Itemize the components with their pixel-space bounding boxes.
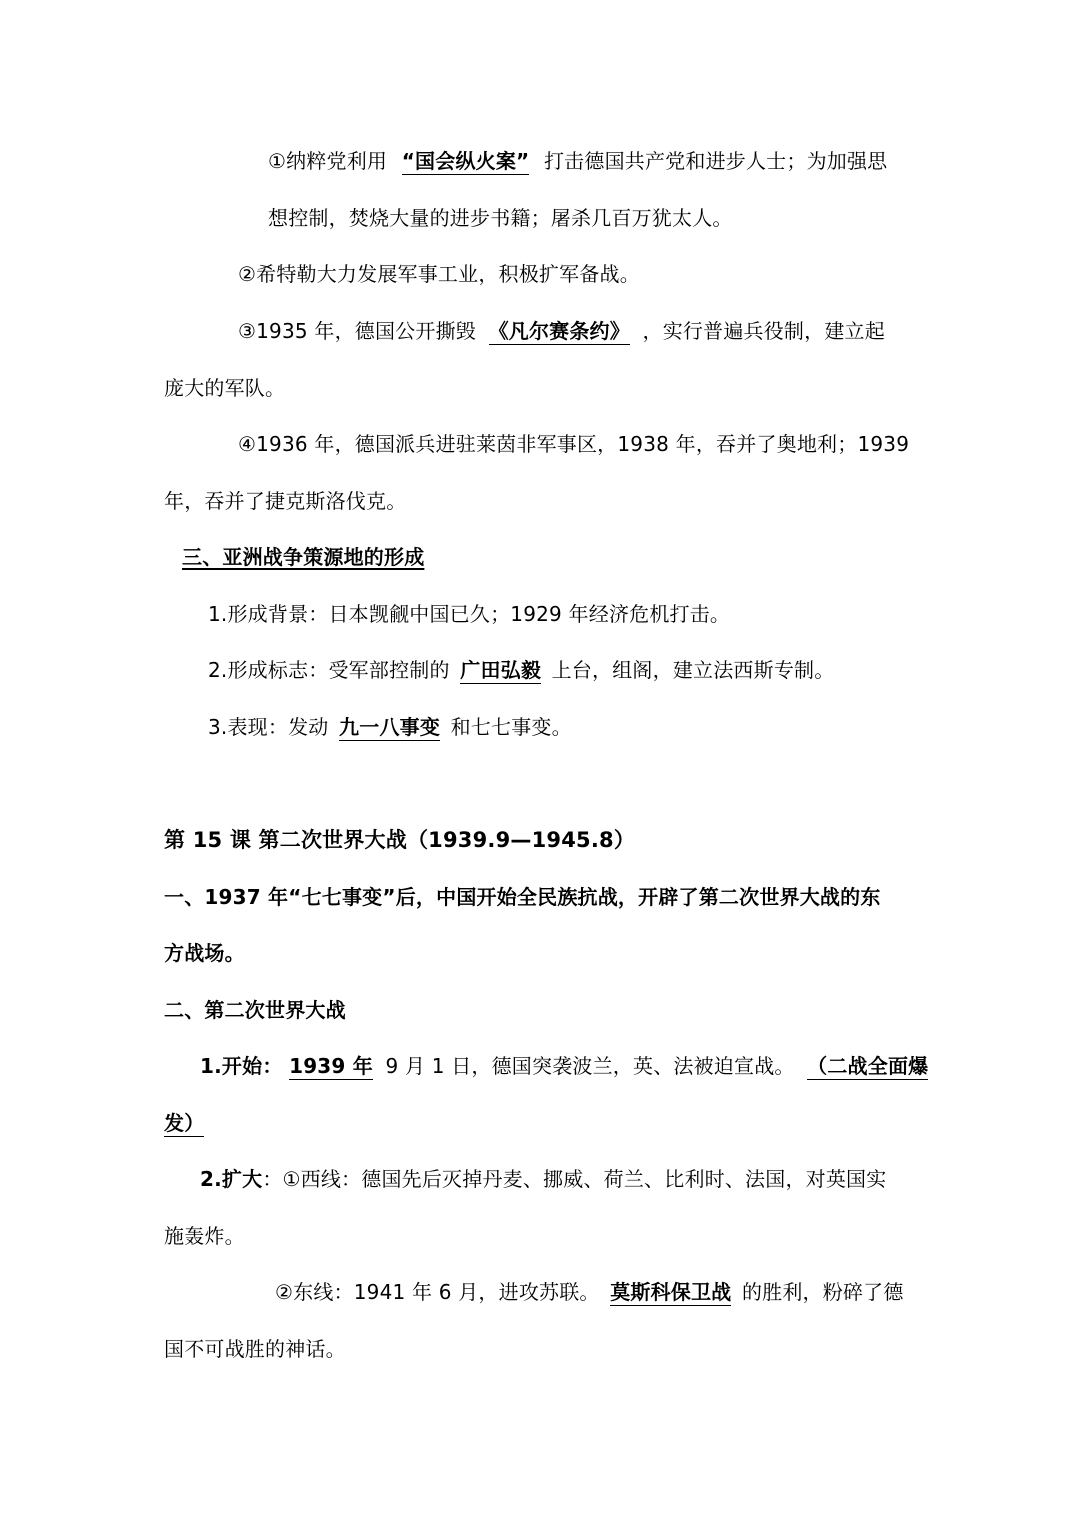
lesson-point-1-line-1: 一、1937 年“七七事变”后，中国开始全民族抗战，开辟了第二次世界大战的东 [164,885,881,909]
text: 庞大的军队。 [164,376,286,400]
germany-item-4-line-2 [164,486,406,516]
text: ④1936 年，德国派兵进驻莱茵非军事区，1938 年，吞并了奥地利；1939 [238,432,910,456]
text: 2.形成标志：受军部控制的 [208,658,450,682]
germany-item-1-line-1 [268,146,887,176]
key-term-mukden: 九一八事变 [339,715,441,739]
asia-point-2 [208,655,834,685]
text: 9 月 1 日，德国突袭波兰，英、法被迫宣战。 [385,1054,795,1078]
text: ②东线：1941 年 6 月，进攻苏联。 [275,1280,600,1304]
key-term-reichstag-fire: “国会纵火案” [401,149,530,173]
text: 的胜利，粉碎了德 [741,1280,904,1304]
germany-item-2 [238,259,640,289]
text: 3.表现：发动 [208,715,329,739]
east-front-line-2 [164,1334,346,1364]
text: 施轰炸。 [164,1224,245,1248]
key-term-moscow: 莫斯科保卫战 [610,1280,732,1304]
note-full-outbreak-end: 发） [164,1111,205,1135]
germany-item-1-line-2 [268,203,733,233]
text: ①纳粹党利用 [268,149,388,173]
text: 年，吞并了捷克斯洛伐克。 [164,489,407,513]
text: 打击德国共产党和进步人士；为加强思 [543,149,888,173]
asia-point-3 [208,712,572,742]
key-term-versailles: 《凡尔赛条约》 [488,319,630,343]
war-expand-line-2 [164,1221,245,1251]
text: 上台，组阁，建立法西斯专制。 [551,658,835,682]
text: ：①西线：德国先后灭掉丹麦、挪威、荷兰、比利时、法国，对英国实 [262,1167,887,1191]
east-front-line-1 [275,1277,904,1307]
germany-item-4-line-1 [238,429,909,459]
text: 和七七事变。 [450,715,572,739]
germany-item-3-line-1 [238,316,885,346]
war-start-line-2 [164,1108,204,1138]
note-full-outbreak: （二战全面爆 [807,1054,929,1078]
germany-item-3-line-2 [164,373,285,403]
label: 2.扩大 [200,1167,263,1191]
war-start-line-1 [200,1051,928,1081]
key-term-hirota: 广田弘毅 [460,658,542,682]
lesson-title: 第 15 课 第二次世界大战（1939.9—1945.8） [164,828,636,852]
text: ②希特勒大力发展军事工业，积极扩军备战。 [238,262,640,286]
text: 1.形成背景：日本觊觎中国已久；1929 年经济危机打击。 [208,602,731,626]
section-heading-asia: 三、亚洲战争策源地的形成 [182,545,425,569]
text: 想控制，焚烧大量的进步书籍；屠杀几百万犹太人。 [268,206,733,230]
key-term-1939: 1939 年 [289,1054,373,1078]
war-expand-line-1 [200,1164,886,1194]
text: 国不可战胜的神话。 [164,1337,346,1361]
text: ，实行普遍兵役制，建立起 [642,319,885,343]
asia-point-1 [208,599,730,629]
lesson-point-2-heading: 二、第二次世界大战 [164,998,346,1022]
lesson-point-1-line-2: 方战场。 [164,941,245,965]
label: 1.开始： [200,1054,283,1078]
text: ③1935 年，德国公开撕毁 [238,319,476,343]
